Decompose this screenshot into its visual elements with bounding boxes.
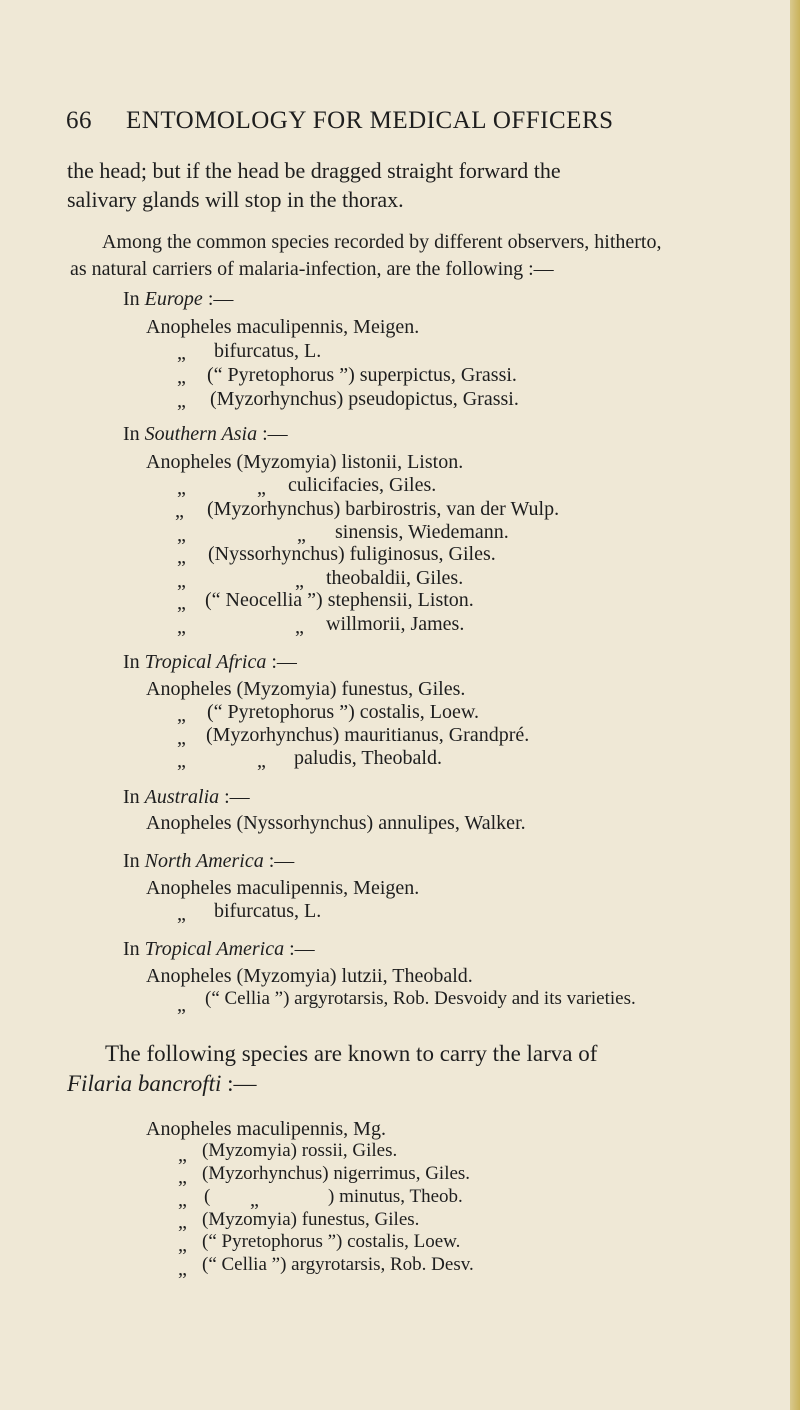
species-entry: paludis, Theobald. [294,747,442,769]
species-entry: Anopheles (Myzomyia) listonii, Liston. [146,451,464,473]
species-entry: (“ Pyretophorus ”) superpictus, Grassi. [207,364,517,386]
page-edge [790,0,800,1410]
species-entry: (Myzorhynchus) nigerrimus, Giles. [202,1163,471,1184]
header-title: ENTOMOLOGY FOR MEDICAL OFFICERS [126,107,614,134]
species-entry: sinensis, Wiedemann. [335,521,509,543]
ditto-mark: „ [177,570,186,592]
ditto-mark: „ [177,390,186,412]
species-entry: (“ Pyretophorus ”) costalis, Loew. [207,701,479,723]
page-number: 66 [66,107,92,134]
ditto-mark: „ [178,1258,187,1280]
ditto-mark: „ [295,570,304,592]
species-entry: (“ Cellia ”) argyrotarsis, Rob. Desvoidy and its varieties. [205,988,636,1009]
ditto-mark: „ [177,366,186,388]
ditto-mark: „ [178,1211,187,1233]
section-heading-tropical-africa: In Tropical Africa :— [123,651,297,673]
ditto-mark: „ [177,524,186,546]
ditto-mark: „ [177,592,186,614]
ditto-mark: „ [177,727,186,749]
species-entry: theobaldii, Giles. [326,567,464,589]
ditto-mark: „ [257,750,266,772]
ditto-mark: „ [177,704,186,726]
section-heading-europe: In Europe :— [123,288,234,310]
species-entry: culicifacies, Giles. [288,474,437,496]
ditto-mark: „ [295,616,304,638]
ditto-mark: „ [250,1189,259,1211]
ditto-mark: „ [177,994,186,1016]
paragraph-line: Filaria bancrofti :— [67,1071,257,1096]
ditto-mark: „ [178,1166,187,1188]
species-entry: Anopheles (Myzomyia) lutzii, Theobald. [146,965,473,987]
ditto-mark: „ [177,342,186,364]
ditto-mark: „ [178,1144,187,1166]
ditto-mark: „ [177,546,186,568]
species-entry: (“ Cellia ”) argyrotarsis, Rob. Desv. [202,1254,474,1275]
section-heading-north-america: In North America :— [123,850,295,872]
species-entry: (Myzorhynchus) barbirostris, van der Wulp. [207,498,560,520]
species-entry: (Nyssorhynchus) fuliginosus, Giles. [208,543,496,565]
paragraph-line: The following species are known to carry the larva of [105,1041,598,1066]
ditto-mark: „ [178,1234,187,1256]
paragraph-line: the head; but if the head be dragged straight forward the [67,158,561,183]
species-entry: (Myzorhynchus) pseudopictus, Grassi. [210,388,519,410]
section-heading-australia: In Australia :— [123,786,250,808]
species-entry: Anopheles maculipennis, Meigen. [146,877,420,899]
running-header [66,107,614,135]
ditto-mark: „ [177,750,186,772]
species-entry: (Myzomyia) rossii, Giles. [202,1140,398,1161]
species-entry: (Myzomyia) funestus, Giles. [202,1209,420,1230]
section-heading-tropical-america: In Tropical America :— [123,938,315,960]
paragraph-line: salivary glands will stop in the thorax. [67,187,404,212]
paragraph-line: as natural carriers of malaria-infection, are the following :— [70,258,554,280]
species-entry: bifurcatus, L. [214,900,322,922]
ditto-mark: „ [257,477,266,499]
species-entry: (“ Pyretophorus ”) costalis, Loew. [202,1231,461,1252]
species-entry: Anopheles maculipennis, Meigen. [146,316,420,338]
paragraph-line: Among the common species recorded by different observers, hitherto, [102,231,662,253]
species-entry: bifurcatus, L. [214,340,322,362]
species-entry: ) minutus, Theob. [328,1186,463,1207]
species-entry: Anopheles (Myzomyia) funestus, Giles. [146,678,466,700]
species-entry: (Myzorhynchus) mauritianus, Grandpré. [206,724,530,746]
ditto-mark: „ [178,1189,187,1211]
species-entry: ( [204,1186,211,1207]
ditto-mark: „ [297,524,306,546]
ditto-mark: „ [177,903,186,925]
species-entry: Anopheles (Nyssorhynchus) annulipes, Walker. [146,812,526,834]
section-heading-southern-asia: In Southern Asia :— [123,423,288,445]
ditto-mark: „ [177,616,186,638]
species-entry: Anopheles maculipennis, Mg. [146,1118,386,1140]
ditto-mark: „ [177,477,186,499]
species-entry: willmorii, James. [326,613,465,635]
species-entry: (“ Neocellia ”) stephensii, Liston. [205,589,474,611]
ditto-mark: „ [175,500,184,522]
